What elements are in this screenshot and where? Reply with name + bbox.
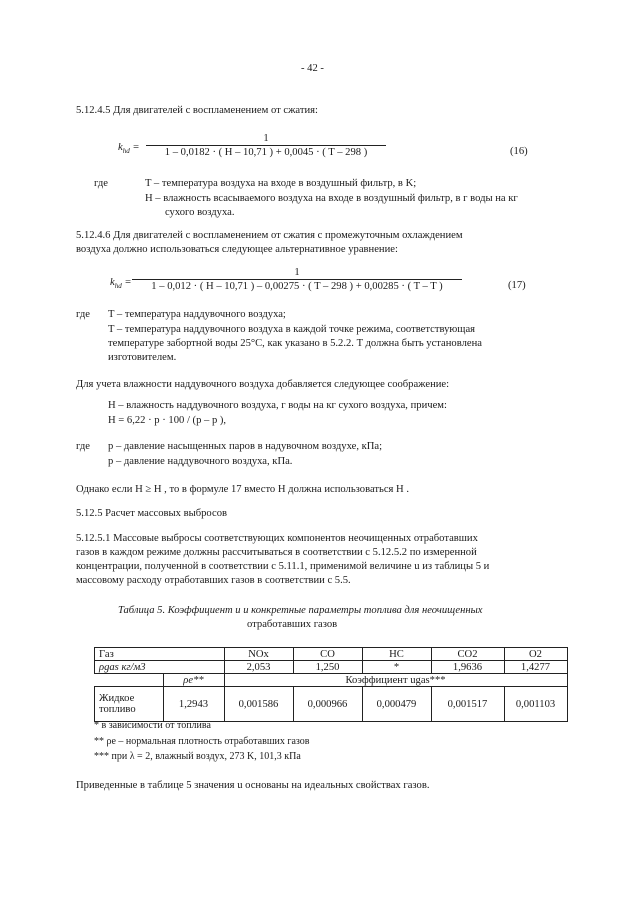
equation-number-16: (16) [510,146,528,157]
table-cell: 1,2943 [163,687,224,722]
table-cell: Коэффициент ugas*** [224,674,567,687]
where-label-17: где [76,309,90,320]
table-cell: CO2 [431,648,504,661]
table-cell: 0,001103 [504,687,567,722]
section-5-12-4-6-heading-1: 5.12.4.6 Для двигателей с воспламенением от сжатия с промежуточным охлаждением [76,230,463,241]
table-cell: 0,000966 [293,687,362,722]
footnote-2: ** ρe – нормальная плотность отработавших газов [94,736,310,747]
table-cell: ρgas кг/м3 [95,661,225,674]
definition-tscref-cont: температуре забортной воды 25°C, как указано в 5.2.2. T должна быть установлена [108,338,482,349]
table-row [95,661,568,674]
definition-h-humidity-cont: сухого воздуха. [165,207,235,218]
table5-caption-line2: отработавших газов [247,619,338,630]
humidity-note: Однако если H ≥ H , то в формуле 17 вместо H должна использоваться H . [76,484,410,495]
k-symbol-17: k [110,277,115,288]
table-cell: ρe** [163,674,224,687]
humidity-intro: Для учета влажности наддувочного воздуха добавляется следующее соображение: [76,379,450,390]
humidity-definition: H – влажность наддувочного воздуха, г воды на кг сухого воздуха, причем: [108,400,447,411]
definition-t-air: T – температура воздуха на входе в воздушный фильтр, в K; [145,178,417,189]
table-cell: 1,9636 [431,661,504,674]
section-5-12-5-heading: 5.12.5 Расчет массовых выбросов [76,508,227,519]
where-label-humidity: где [76,441,90,452]
table-cell: 2,053 [224,661,293,674]
table-cell: 1,4277 [504,661,567,674]
paragraph-5-12-5-1-line2: газов в каждом режиме должны рассчитываться в соответствии с 5.12.5.2 по измеренной [76,547,477,558]
definition-pc: p – давление наддувочного воздуха, кПа. [108,456,293,467]
table-cell [95,674,164,687]
table-cell: 0,000479 [362,687,431,722]
equation-number-17: (17) [508,280,526,291]
formula16-lhs: $k_{hd}$ = [118,142,140,156]
formula17-lhs: $k_{hd}$ = [110,277,132,291]
formula17-fraction [132,266,462,294]
table-cell: CO [293,648,362,661]
k-subscript: hd [122,147,130,156]
paragraph-5-12-5-1-line3: концентрации, полученной в соответствии с 5.11.1, применимой величине u из таблицы 5 и [76,561,490,572]
where-label-16: где [94,178,108,189]
formula16-denominator: 1 – 0,0182 · ( H – 10,71 ) + 0,0045 · ( T – 298 ) [164,147,368,158]
definition-tsc: T – температура наддувочного воздуха; [108,309,286,320]
humidity-formula: H = 6,22 · p · 100 / (p – p ), [108,415,227,426]
footnote-3: *** при λ = 2, влажный воздух, 273 K, 101,3 кПа [94,751,301,762]
table-cell: Газ [95,648,225,661]
formula16-fraction [146,132,386,160]
table-cell: O2 [504,648,567,661]
k-symbol: k [118,142,123,153]
definition-psc: p – давление насыщенных паров в надувочном воздухе, кПа; [108,441,383,452]
table-cell: NOx [224,648,293,661]
section-5-12-4-6-heading-2: воздуха должно использоваться следующее альтернативное уравнение: [76,244,398,255]
closing-paragraph: Приведенные в таблице 5 значения u основаны на идеальных свойствах газов. [76,780,430,791]
table-cell: Жидкое топливо [95,687,164,722]
table-row [95,674,568,687]
section-5-12-4-5-heading: 5.12.4.5 Для двигателей с воспламенением от сжатия: [76,105,318,116]
definition-h-humidity: H – влажность всасываемого воздуха на входе в воздушный фильтр, в г воды на кг [145,193,518,204]
table-cell: 0,001586 [224,687,293,722]
definition-tscref: T – температура наддувочного воздуха в каждой точке режима, соответствующая [108,324,476,335]
footnote-1: * в зависимости от топлива [94,720,211,731]
formula16-numerator: 1 [263,133,269,144]
table-cell: * [362,661,431,674]
table-cell: 1,250 [293,661,362,674]
table5-caption-line1: Таблица 5. Коэффициент u и конкретные параметры топлива для неочищенных [118,605,483,616]
formula17-numerator: 1 [294,267,300,278]
table-row [95,648,568,661]
formula17-denominator: 1 – 0,012 · ( H – 10,71 ) – 0,00275 · ( T – 298 ) + 0,00285 · ( T – T ) [151,281,443,292]
definition-tscref-cont2: изготовителем. [108,352,177,363]
paragraph-5-12-5-1-line1: 5.12.5.1 Массовые выбросы соответствующих компонентов неочищенных отработавших [76,533,478,544]
table5 [94,647,568,722]
table-row [95,687,568,722]
table-cell: HC [362,648,431,661]
k-subscript-17: hd [114,282,122,291]
paragraph-5-12-5-1-line4: массовому расходу отработавших газов в соответствии с 5.5. [76,575,351,586]
table-cell: 0,001517 [431,687,504,722]
page-number: - 42 - [301,63,324,74]
